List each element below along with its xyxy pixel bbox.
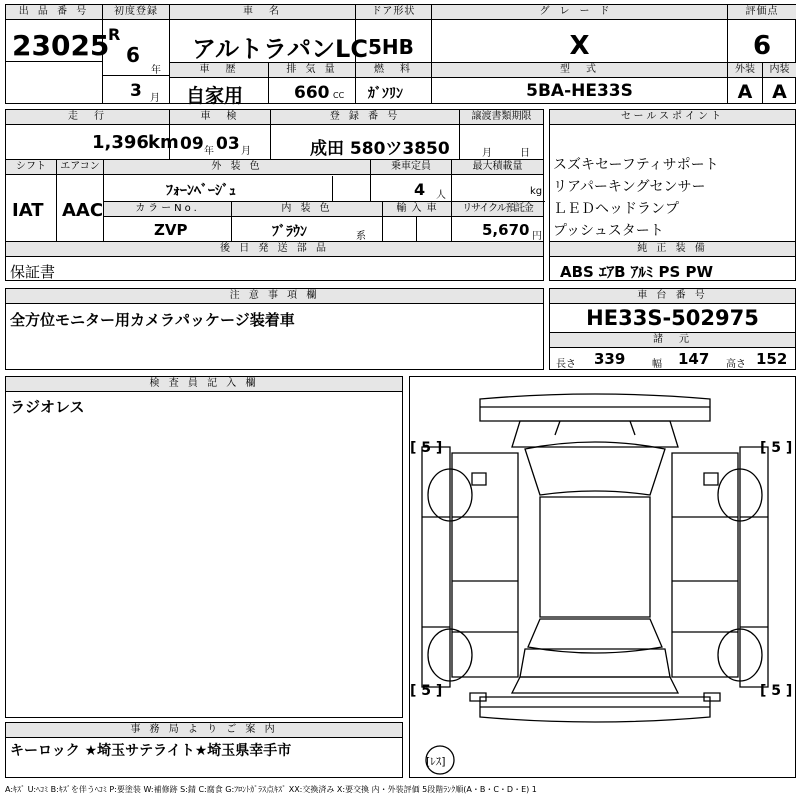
inspection-year: 09 bbox=[180, 134, 204, 154]
sales-point-3: ＬＥＤヘッドランプ bbox=[553, 201, 679, 217]
first-reg-label: 初度登録 bbox=[103, 5, 169, 20]
score-label: 評価点 bbox=[728, 5, 796, 20]
sales-point-2: リアパーキングセンサー bbox=[553, 179, 706, 195]
month-unit: 月 bbox=[150, 93, 160, 104]
sales-points-section bbox=[549, 109, 796, 281]
yen-unit: 円 bbox=[532, 231, 542, 242]
lot-divider bbox=[6, 61, 102, 62]
history: 自家用 bbox=[186, 85, 244, 107]
color-no: ZVP bbox=[154, 221, 188, 239]
interior-grade: A bbox=[772, 81, 787, 103]
model: 5BA-HE33S bbox=[526, 81, 633, 101]
header-section bbox=[5, 4, 796, 107]
max-load-label: 最大積載量 bbox=[452, 160, 543, 175]
import-label: 輸 入 車 bbox=[383, 202, 451, 217]
length-label: 長さ bbox=[556, 359, 576, 370]
reg-no-label: 登 録 番 号 bbox=[271, 110, 459, 125]
car-outline-diagram bbox=[410, 377, 795, 777]
length: 339 bbox=[594, 350, 626, 368]
capacity: 4 bbox=[414, 180, 426, 199]
chassis-label: 車 台 番 号 bbox=[550, 289, 795, 304]
grade: X bbox=[569, 31, 590, 61]
fuel-label: 燃 料 bbox=[356, 63, 431, 78]
genuine-label: 純 正 装 備 bbox=[550, 242, 795, 257]
shift: IAT bbox=[12, 200, 44, 221]
int-color: ﾌﾞﾗｳﾝ bbox=[272, 224, 307, 240]
km-unit: km bbox=[148, 132, 179, 153]
int-color-label: 内 装 色 bbox=[232, 202, 382, 217]
sales-point-1: スズキセーフティサポート bbox=[553, 157, 719, 173]
reg-no: 成田 580ツ3850 bbox=[310, 139, 450, 159]
damage-legend: A:ｷｽﾞ U:ﾍｺﾐ B:ｷｽﾞを伴うﾍｺﾐ P:要塗装 W:補修跡 S:錆 C:腐食 G:ﾌﾛﾝﾄｶﾞﾗｽ点ｷｽﾞ XX:交換済み X:要交換 内・外装評価 5段階ﾗﾝｸ順(A・B・C・D・E) 1 bbox=[5, 785, 537, 794]
transfer-month: 月 bbox=[482, 148, 492, 159]
info-section bbox=[5, 109, 544, 281]
cc-unit: CC bbox=[333, 91, 345, 100]
exterior-grade: A bbox=[737, 81, 753, 103]
notes-label: 注 意 事 項 欄 bbox=[6, 289, 543, 304]
spare-tire: [ﾚｽ] bbox=[426, 755, 446, 768]
inspection-label: 車 検 bbox=[170, 110, 270, 125]
capacity-unit: 人 bbox=[436, 190, 446, 201]
score: 6 bbox=[752, 31, 772, 61]
ext-color: ﾌｫｰﾝﾍﾞｰｼﾞｭ bbox=[166, 183, 236, 199]
height: 152 bbox=[756, 350, 788, 368]
dims-label: 諸 元 bbox=[550, 333, 795, 348]
door-type: 5HB bbox=[368, 35, 414, 59]
office-text: キーロック ★埼玉サテライト★埼玉県幸手市 bbox=[10, 743, 292, 759]
grade-label: グレード bbox=[432, 5, 727, 20]
inspection-year-unit: 年 bbox=[204, 146, 214, 157]
rr-tire-score: [ 5 ] bbox=[760, 683, 793, 699]
recycle-fee: 5,670 bbox=[482, 221, 530, 239]
notes-text: 全方位モニター用カメラパッケージ装着車 bbox=[10, 311, 295, 329]
interior-label: 内装 bbox=[763, 63, 796, 78]
recycle-label: リサイクル預託金 bbox=[452, 202, 543, 217]
genuine-equipment: ABS ｴｱB ｱﾙﾐ PS PW bbox=[560, 263, 714, 281]
model-label: 型 式 bbox=[432, 63, 727, 78]
year-unit: 年 bbox=[151, 65, 161, 76]
inspector-text: ラジオレス bbox=[10, 398, 85, 416]
lot-no-label: 出 品 番 号 bbox=[6, 5, 102, 20]
chassis-section bbox=[549, 288, 796, 370]
reg-month: 3 bbox=[130, 81, 142, 101]
chassis-number: HE33S-502975 bbox=[586, 306, 759, 330]
lot-no: 23025 bbox=[12, 29, 110, 62]
int-color-suffix: 系 bbox=[356, 231, 366, 242]
history-label: 車 歴 bbox=[170, 63, 268, 78]
inspector-label: 検 査 員 記 入 欄 bbox=[6, 377, 402, 392]
door-label: ドア形状 bbox=[356, 5, 431, 20]
inspection-month-unit: 月 bbox=[241, 146, 251, 157]
width: 147 bbox=[678, 350, 710, 368]
fr-tire-score: [ 5 ] bbox=[760, 440, 793, 456]
displacement: 660 bbox=[294, 83, 330, 103]
transfer-label: 譲渡書類期限 bbox=[460, 110, 543, 125]
mileage-label: 走 行 bbox=[6, 110, 169, 125]
car-diagram bbox=[409, 376, 796, 778]
office-label: 事 務 局 よ り ご 案 内 bbox=[6, 723, 402, 738]
sales-point-4: プッシュスタート bbox=[553, 223, 664, 239]
era: R bbox=[108, 25, 121, 44]
transfer-day: 日 bbox=[520, 148, 530, 159]
car-name: アルトラパンLC bbox=[192, 35, 368, 63]
height-label: 高さ bbox=[726, 359, 746, 370]
aircon-label: エアコン bbox=[57, 160, 103, 175]
car-name-label: 車 名 bbox=[170, 5, 355, 20]
inspector-section bbox=[5, 376, 403, 718]
mileage: 1,396 bbox=[92, 132, 149, 153]
office-section bbox=[5, 722, 403, 778]
shift-label: シフト bbox=[6, 160, 56, 175]
later-parts-label: 後 日 発 送 部 品 bbox=[6, 242, 543, 257]
fuel: ｶﾞｿﾘﾝ bbox=[368, 86, 403, 102]
displacement-label: 排 気 量 bbox=[269, 63, 355, 78]
width-label: 幅 bbox=[652, 359, 662, 370]
capacity-label: 乗車定員 bbox=[371, 160, 451, 175]
exterior-label: 外装 bbox=[728, 63, 762, 78]
later-parts: 保証書 bbox=[10, 263, 56, 281]
reg-year: 6 bbox=[126, 43, 140, 67]
fl-tire-score: [ 5 ] bbox=[410, 440, 443, 456]
aircon: AAC bbox=[62, 200, 104, 221]
sales-points-label: セールスポイント bbox=[550, 110, 795, 125]
max-load-unit: kg bbox=[530, 186, 543, 197]
color-no-label: カラーNo. bbox=[104, 202, 231, 217]
rl-tire-score: [ 5 ] bbox=[410, 683, 443, 699]
inspection-month: 03 bbox=[216, 134, 240, 154]
ext-color-label: 外 装 色 bbox=[104, 160, 370, 175]
notes-section bbox=[5, 288, 544, 370]
